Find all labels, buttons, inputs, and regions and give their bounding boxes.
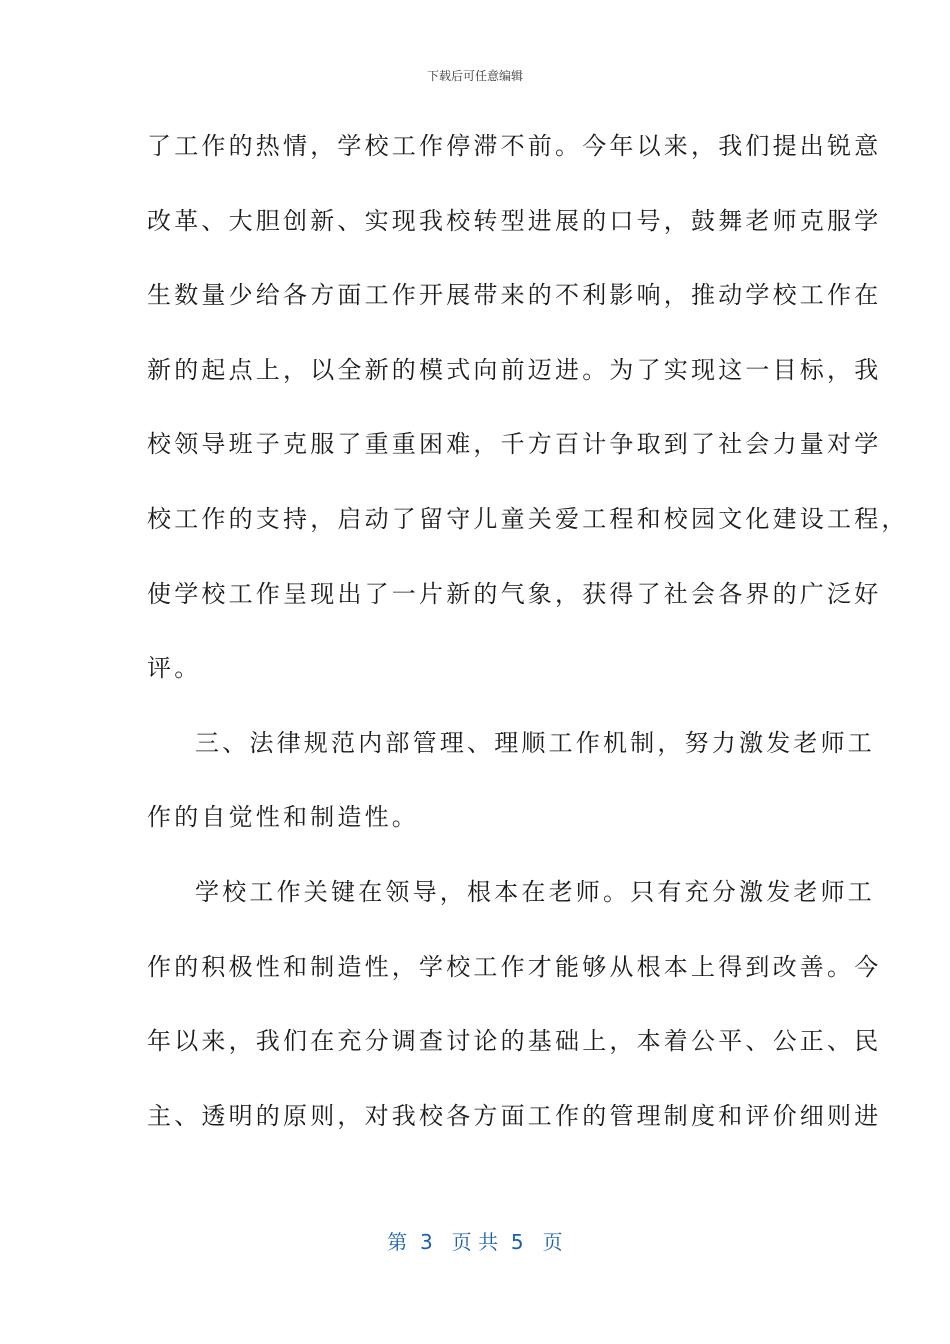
page-number-footer: 第 3 页 共 5 页 [387, 1230, 563, 1254]
text-line: 主、透明的原则，对我校各方面工作的管理制度和评价细则进 [147, 1101, 882, 1130]
paragraph-start-line: 学校工作关键在领导，根本在老师。只有充分激发老师工 [195, 877, 875, 906]
text-line: 改革、大胆创新、实现我校转型进展的口号，鼓舞老师克服学 [147, 206, 882, 235]
section-heading-line: 三、法律规范内部管理、理顺工作机制，努力激发老师工 [195, 728, 875, 757]
text-line: 使学校工作呈现出了一片新的气象，获得了社会各界的广泛好 [147, 579, 882, 608]
text-line: 校领导班子克服了重重困难，千方百计争取到了社会力量对学 [147, 430, 882, 459]
page-header-note: 下载后可任意编辑 [426, 69, 523, 83]
text-line: 作的积极性和制造性，学校工作才能够从根本上得到改善。今 [147, 952, 882, 981]
text-line: 生数量少给各方面工作开展带来的不利影响，推动学校工作在 [147, 281, 882, 310]
document-body [147, 126, 909, 1170]
section-heading-line: 作的自觉性和制造性。 [147, 803, 419, 832]
text-line: 年以来，我们在充分调查讨论的基础上，本着公平、公正、民 [147, 1027, 882, 1056]
text-line: 评。 [147, 654, 202, 683]
text-line: 校工作的支持，启动了留守儿童关爱工程和校园文化建设工程， [147, 504, 909, 533]
text-line: 了工作的热情，学校工作停滞不前。今年以来，我们提出锐意 [147, 132, 882, 160]
text-line: 新的起点上，以全新的模式向前迈进。为了实现这一目标，我 [147, 355, 882, 384]
